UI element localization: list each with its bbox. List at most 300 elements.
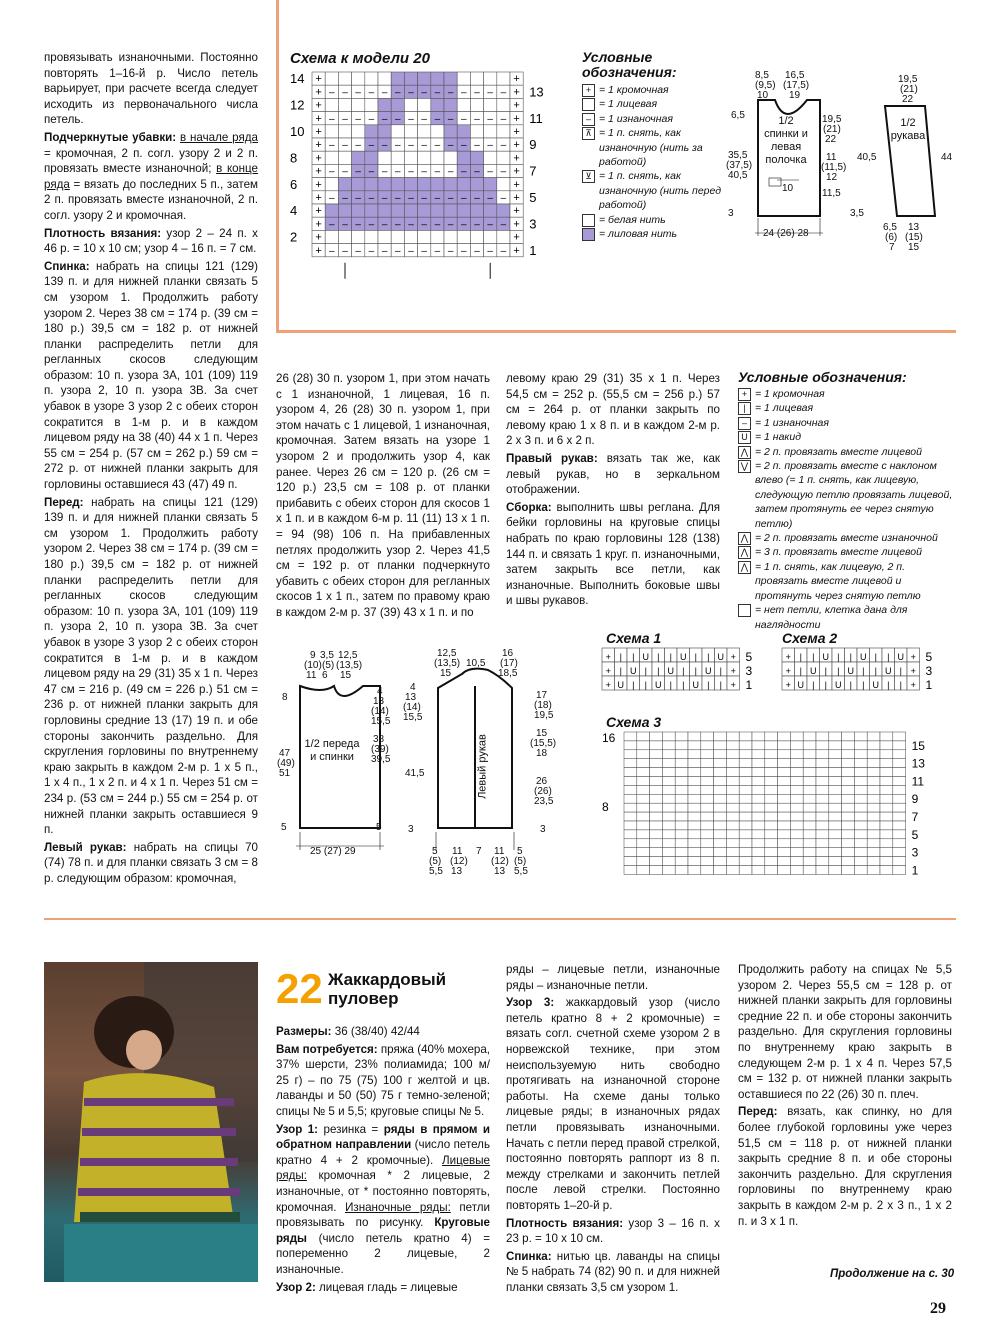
chart-cell [739,803,752,812]
chart-cell [739,839,752,848]
chart-cell [457,72,470,85]
chart-cell [752,803,765,812]
chart-cell [816,732,829,741]
chart-cell [867,839,880,848]
chart-cell [714,848,727,857]
purl-mark: – [461,193,467,204]
stitch-mark: U [680,652,687,662]
purl-mark: – [342,113,348,125]
chart-cell [624,821,637,830]
chart-cell [688,732,701,741]
legend-text: = белая нить [599,213,666,226]
purl-mark: – [434,140,441,152]
chart-cell [829,803,842,812]
chart-cell [752,848,765,857]
paragraph: Продолжить работу на спицах № 5,5 узором 2. Через 55,5 см = 128 р. от нижней планки закрыть для горловины средние 22 п. и обе стороны закончить раздельно. Для скругления горловины по внутреннему краю закрыть в следующем 2-м р. 1 х 4 п. Через 57,5 см = 132 р. от нижней планки закрыть оставшиеся по 22 (26) 30 п. плеч. [738,963,952,1101]
chart-cell [675,768,688,777]
chart-cell [867,777,880,786]
edge-stitch-mark: + [315,178,322,191]
purl-mark: – [434,245,441,257]
chart-cell [778,785,791,794]
text-column-3 [506,371,720,611]
chart-cell [624,830,637,839]
chart-cell [404,151,417,164]
purl-mark: – [368,87,375,99]
purl-mark: – [421,113,427,125]
chart-cell [688,803,701,812]
chart-cell [418,204,431,217]
chart-cell [893,812,906,821]
text-column-1 [44,50,258,888]
legend-symbol: ⋀ [738,532,751,545]
page-number: 29 [930,1300,946,1317]
chart-cell [675,759,688,768]
chart-cell [726,857,739,866]
chart-cell [391,72,404,85]
chart-cell [752,866,765,875]
legend-text: = 1 накид [755,431,802,444]
purl-mark: – [474,166,480,178]
purl-mark: – [434,219,441,231]
chart-cell [701,768,714,777]
row-number: 3 [925,664,933,678]
purl-mark: – [395,219,401,231]
chart-cell [662,857,675,866]
stitch-mark: U [822,652,829,662]
chart-cell [444,72,457,85]
chart-cell [650,821,663,830]
chart-cell [842,830,855,839]
chart-cell [714,803,727,812]
stitch-mark: | [619,652,622,662]
row-number-right: 9 [911,792,919,807]
chart-cell [816,830,829,839]
purl-mark: – [368,219,375,231]
stitch-mark: + [605,666,611,676]
stitch-mark: + [730,652,736,662]
edge-stitch-mark: + [315,139,322,152]
stitch-mark: U [885,666,892,676]
purl-mark: – [447,87,454,99]
chart-cell [497,178,510,191]
purl-mark: – [368,113,375,125]
row-number-left: 8 [290,150,298,166]
purl-mark: – [395,166,401,178]
purl-mark: – [355,113,361,125]
chart-cell [662,759,675,768]
chart-cell [829,759,842,768]
chart-cell [470,72,483,85]
chart-cell [365,72,378,85]
chart-cell [893,803,906,812]
chart-cell [444,125,457,138]
chart-cell [418,72,431,85]
chart-cell [803,857,816,866]
chart-cell [662,794,675,803]
purl-mark: – [447,193,454,204]
stitch-mark: | [899,666,902,676]
chart-cell [752,821,765,830]
stitch-mark: + [910,652,916,662]
chart-cell [778,741,791,750]
chart-cell [790,785,803,794]
chart-cell [675,866,688,875]
chart-cell [893,785,906,794]
chart-cell [726,768,739,777]
stitch-mark: U [617,680,624,690]
legend-text: = 1 п. снять, как изнаночную (нить за работой) [599,127,703,169]
chart-cell [778,750,791,759]
photo-illustration [44,962,258,1282]
paragraph: ряды – лицевые петли, изнаночные ряды – изнаночные петли. [506,963,720,992]
chart-cell [829,821,842,830]
purl-mark: – [355,245,361,257]
chart-cell [662,848,675,857]
paragraph: Спинка: набрать на спицы 121 (129) 139 п. и для нижней планки связать 5 см узором 1. Продолжить работу узором 2. Через 38 см = 174 р. (39 см = 180 р.) 39,5 см = 182 р. от нижней планки распределить петли для регланных скосов следующим образом: 10 п. узора 3А, 101 (109) 119 п. узора 2, 10 п. узора 3В. За счет убавок в узоре 3 узор 2 с обеих сторон сократится в 1-м р. и в каждом лицевом ряду на 38 (40) 44 х 1 п. Через 55 см = 254 р. (57 см = 262 р.) 59 см = 272 р. от нижней планки закрыть для горловины оставшиеся 43 (47) 49 п. [44,259,258,492]
purl-mark: – [381,166,388,178]
purl-mark: – [447,113,454,125]
stitch-mark: | [644,680,647,690]
chart-cell [404,204,417,217]
chart-cell [778,794,791,803]
legend-text: = 1 изнаночная [599,112,673,125]
article-22-header [276,966,490,1012]
chart-cell [790,759,803,768]
stitch-mark: U [897,652,904,662]
chart-cell [431,178,444,191]
chart-cell [854,848,867,857]
chart-cell [790,857,803,866]
paragraph: Узор 3: жаккардовый узор (число петель кратно 8 + 2 кромочные) = вязать согл. счетной схеме узором 2 в норвежской технике, при этом неиспользуемую нить свободно протягивать на изнаночной стороне работы. На схеме даны только лицевые ряды; в изнаночных рядах петли провязывать изнаночными. Начать с петли перед правой стрелкой, постоянно повторять раппорт из 8 п. между стрелками и закончить петлей после левой стрелки. Постоянно повторять 1–20-й р. [506,996,720,1212]
legend-item [582,126,722,169]
chart-cell [803,866,816,875]
chart-cell [624,794,637,803]
chart-cell [803,848,816,857]
chart-cell [842,750,855,759]
stitch-mark: + [605,680,611,690]
edge-stitch-mark: + [513,99,520,112]
chart-cell [378,230,391,243]
chart-cell [431,230,444,243]
edge-stitch-mark: + [513,86,520,99]
chart-cell [688,741,701,750]
stitch-mark: | [812,652,815,662]
purl-mark: – [500,140,507,152]
chart-cell [714,759,727,768]
chart-cell [765,803,778,812]
chart-cell [497,204,510,217]
chart-cell [325,98,338,111]
chart-cell [418,151,431,164]
purl-mark: – [500,245,507,257]
chart-cell [790,794,803,803]
chart-cell [752,732,765,741]
chart-cell [816,785,829,794]
chart-cell [650,750,663,759]
legend-text: = лиловая нить [599,228,678,241]
purl-mark: – [474,140,480,152]
legend-text: = 2 п. провязать вместе изнаночной [755,532,938,545]
purl-mark: – [474,245,480,257]
purl-mark: – [381,245,388,257]
chart-cell [765,857,778,866]
legend-text: = 1 лицевая [755,402,814,415]
stitch-mark: + [785,680,791,690]
stitch-mark: + [785,666,791,676]
chart-cell [338,178,351,191]
chart-cell [484,178,497,191]
chart-cell [391,204,404,217]
legend-item [738,445,960,459]
chart-cell [880,777,893,786]
chart-cell [637,839,650,848]
chart-cell [816,848,829,857]
edge-stitch-mark: + [315,192,322,204]
purl-mark: – [342,166,348,178]
chart-cell [880,830,893,839]
stitch-mark: U [872,680,879,690]
purl-mark: – [342,245,348,257]
chart-cell [714,785,727,794]
paragraph: Узор 1: резинка = ряды в прямом и обратном направлении (число петель кратно 4 + 2 кромочные). Лицевые ряды: кромочная * 2 лицевые, 2 изнаночные, от * постоянно повторять, кромочная. Изнаночные ряды: петли провязывать по рисунку. Круговые ряды (число петель кратно 4) = попеременно 2 лицевые, 2 изнаночные. [276,1122,490,1276]
chart-cell [714,821,727,830]
chart-cell [842,821,855,830]
chart-cell [752,812,765,821]
chart-cell [701,741,714,750]
chart-cell [624,803,637,812]
chart-cell [637,812,650,821]
chart-cell [816,794,829,803]
purl-mark: – [381,113,388,125]
purl-mark: – [487,193,493,204]
legend-symbol: ⋁ [738,460,751,473]
chart-cell [701,750,714,759]
text-column-2 [276,371,490,623]
chart-cell [765,750,778,759]
chart-cell [404,98,417,111]
chart-cell [790,768,803,777]
chart-cell [778,821,791,830]
stitch-mark: U [810,666,817,676]
schema3-title: Схема 3 [606,714,662,730]
chart-cell [675,857,688,866]
chart-cell [624,768,637,777]
purl-mark: – [461,113,467,125]
chart-cell [431,98,444,111]
chart-cell [688,768,701,777]
legend-item [582,227,722,241]
stitch-mark: U [667,666,674,676]
row-number-right: 1 [911,863,919,878]
chart-cell [726,794,739,803]
chart-cell [829,741,842,750]
paragraph: Вам потребуется: пряжа (40% мохера, 37% шерсти, 23% полиамида; 100 м/ 25 г) – по 75 (75) 100 г желтой и цв. лаванды и 50 (50) 75 г темно-зеленой; спицы № 5 и 5,5; круговые спицы № 5. [276,1042,491,1118]
chart-cell [470,230,483,243]
chart-cell [391,98,404,111]
chart-cell [675,732,688,741]
chart-cell [726,866,739,875]
chart-cell [726,830,739,839]
purl-mark: – [329,113,335,125]
edge-stitch-mark: + [513,205,520,218]
chart-cell [675,794,688,803]
chart-cell [650,830,663,839]
chart-cell [444,178,457,191]
chart-cell [637,794,650,803]
stitch-mark: | [824,666,827,676]
article-22-column-3 [738,962,952,1231]
section-rule [44,918,956,920]
chart-cell [338,230,351,243]
legend-symbol [582,98,595,111]
chart-cell [790,839,803,848]
legend-symbol: – [582,113,595,126]
legend-item [582,213,722,227]
chart-cell [867,741,880,750]
row-number-right: 7 [911,810,919,824]
chart-cell [842,866,855,875]
chart-cell [778,759,791,768]
chart-cell [803,821,816,830]
chart-cell [637,821,650,830]
purl-mark: – [329,245,335,257]
chart-cell [829,812,842,821]
chart-cell [714,777,727,786]
chart-cell [714,857,727,866]
chart-cell [752,759,765,768]
chart-cell [842,839,855,848]
article-title: Жаккардовый пуловер [328,970,447,1008]
chart-cell [867,857,880,866]
chart-cell [325,178,338,191]
chart-cell [765,830,778,839]
chart-cell [803,839,816,848]
chart-cell [803,812,816,821]
purl-mark: – [342,87,348,99]
chart-cell [457,204,470,217]
chart-cell [637,848,650,857]
legend-item [582,169,722,212]
chart-cell [752,741,765,750]
chart-cell [497,72,510,85]
chart-cell [752,768,765,777]
chart-cell [816,750,829,759]
chart-cell [637,866,650,875]
chart-cell [790,741,803,750]
continued-note: Продолжение на с. 30 [830,1268,955,1280]
chart-cell [701,759,714,768]
stitch-mark: U [835,680,842,690]
chart-cell [854,839,867,848]
chart-cell [352,178,365,191]
chart-cell [816,812,829,821]
chart-cell [778,803,791,812]
row-number-right: 3 [911,845,919,860]
chart-cell [484,204,497,217]
purl-mark: – [342,140,348,152]
purl-mark: – [487,113,493,125]
chart-cell [497,98,510,111]
edge-stitch-mark: + [513,178,520,191]
chart-cell [701,830,714,839]
chart-cell [714,794,727,803]
chart-cell [457,125,470,138]
purl-mark: – [487,219,493,231]
pattern-1-back-label: 1/2 спинки и левая полочка [764,115,808,166]
chart-cell [829,794,842,803]
chart-cell [325,151,338,164]
purl-mark: – [434,193,441,204]
paragraph: Плотность вязания: узор 3 – 16 п. х 23 р. = 10 х 10 см. [506,1216,720,1246]
chart-cell [624,741,637,750]
chart-cell [765,768,778,777]
edge-stitch-mark: + [315,99,322,112]
chart-cell [701,812,714,821]
chart-cell [842,768,855,777]
chart-cell [714,830,727,839]
chart-cell [637,732,650,741]
legend-2-title: Условные обозначения: [738,369,907,385]
legend-1-items [582,83,722,241]
chart-cell [765,866,778,875]
chart-cell [778,848,791,857]
chart-cell [484,151,497,164]
chart-cell [650,741,663,750]
legend-symbol [738,604,751,617]
chart-cell [378,151,391,164]
chart-cell [842,777,855,786]
row-number: 1 [745,678,753,692]
chart-cell [842,794,855,803]
chart-cell [650,759,663,768]
chart-cell [893,830,906,839]
row-number-right: 15 [911,738,925,753]
chart-cell [688,848,701,857]
purl-mark: – [500,193,507,204]
chart-cell [816,866,829,875]
chart-cell [816,839,829,848]
chart-cell [444,204,457,217]
chart-cell [352,204,365,217]
purl-mark: – [355,140,361,152]
legend-symbol [582,214,595,227]
chart-cell [842,759,855,768]
chart-cell [457,151,470,164]
chart-cell [650,785,663,794]
chart-cell [867,866,880,875]
paragraph: 26 (28) 30 п. узором 1, при этом начать с 1 изнаночной, 1 лицевая, 16 п. узором 4, 26 (28) 30 п. узором 1, при этом начать с 1 лицевой, 1 изнаночная, кромочная. Затем вязать на узоре 1 узором 2 и продолжить узор 4, как ранее. Через 26 см = 120 р. (26 см = 120 р.) 23,5 см = 108 р. от планки прибавить с обеих сторон для скосов 1 х 1 п. и в каждом 6-м р. 11 (11) 13 х 1 п. = 94 (98) 106 п. На прибавленных петлях продолжить узор 2. Через 41,5 см = 192 р. от планки подчеркнуто убавить с обеих сторон для регланных скосов 1 х 1 п., затем по правому краю в каждом 2-м р. 37 (39) 43 х 1 п. и по [276,372,490,619]
stitch-mark: | [837,652,840,662]
chart-cell [893,759,906,768]
chart-cell [404,125,417,138]
chart-cell [624,732,637,741]
chart-cell [662,732,675,741]
chart-cell [854,750,867,759]
chart-cell [444,230,457,243]
chart-cell [457,178,470,191]
chart-cell [867,750,880,759]
chart-cell [624,812,637,821]
stitch-mark: U [642,652,649,662]
stitch-mark: | [719,680,722,690]
chart-cell [484,125,497,138]
chart-cell [675,830,688,839]
chart-cell [662,785,675,794]
chart-cell [867,803,880,812]
chart-cell [752,777,765,786]
chart-cell [688,785,701,794]
edge-stitch-mark: + [315,165,322,178]
